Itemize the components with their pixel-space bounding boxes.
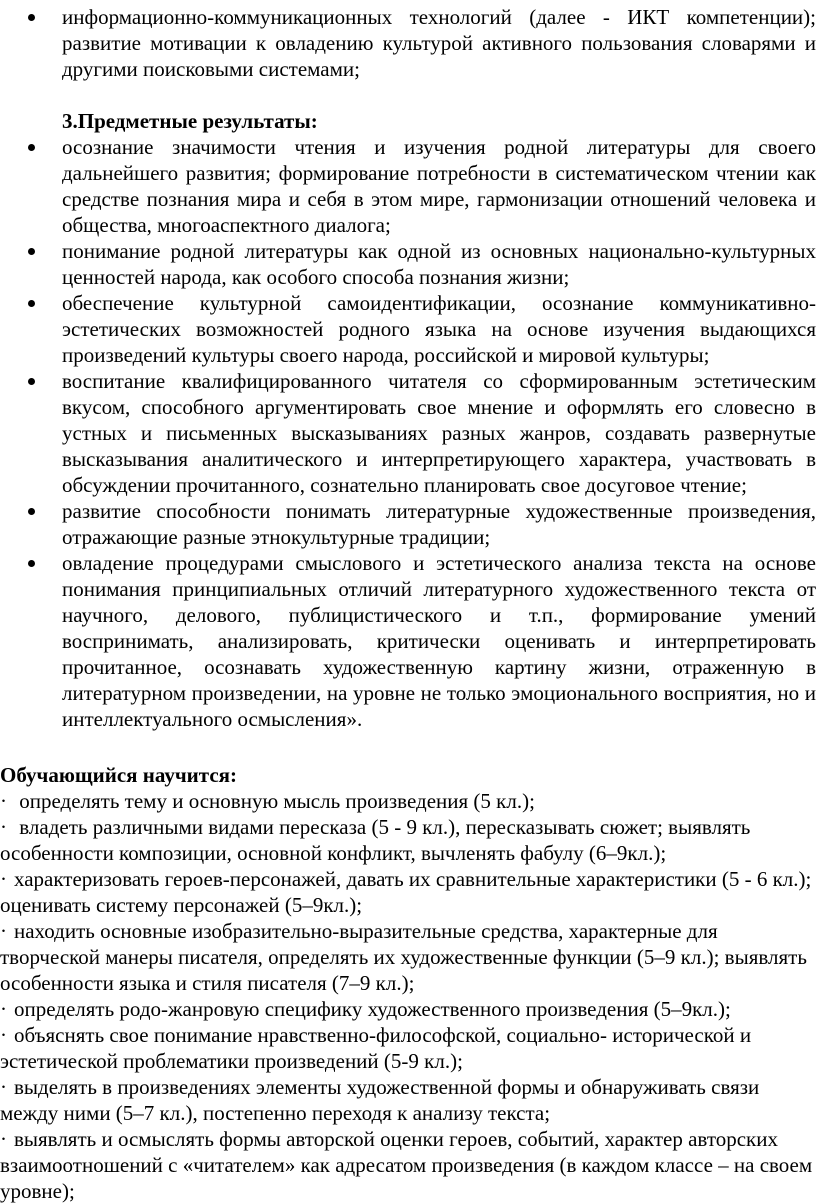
bullet-icon [28,560,35,567]
list-item [0,290,816,368]
bullet-mark: · [0,789,7,813]
skill-item [0,788,816,814]
skill-text: выделять в произведениях элементы художественной формы и обнаруживать связи между ними (5–7 кл.), постепенно переходя к анализу текста; [0,1075,760,1125]
bullet-icon [28,248,35,255]
bullet-mark: · [0,997,7,1021]
bullet-mark: · [0,919,7,943]
skill-text: характеризовать героев-персонажей, давать их сравнительные характеристики (5 - 6 кл.); оценивать систему персонажей (5–9кл.); [0,867,812,917]
skill-item [0,1022,816,1074]
skill-text: определять тему и основную мысль произведения (5 кл.); [14,789,535,813]
skill-item [0,1074,816,1126]
list-item-text: понимание родной литературы как одной из основных национально-культурных ценностей народа, как особого способа познания жизни; [62,239,816,289]
list-item [0,550,816,732]
skill-item [0,1126,816,1204]
section-heading: 3.Предметные результаты: [62,109,318,133]
list-item [0,4,816,82]
bullet-icon [28,144,35,151]
bullet-mark: · [0,867,7,891]
list-item [0,368,816,498]
skill-text: выявлять и осмыслять формы авторской оценки героев, событий, характер авторских взаимоотношений с «читателем» как адресатом произведения (в каждом классе – на своем уровне); [0,1127,813,1203]
skill-item [0,814,816,866]
skill-text: владеть различными видами пересказа (5 - 9 кл.), пересказывать сюжет; выявлять особенности композиции, основной конфликт, вычленять фабулу (6–9кл.); [0,815,751,865]
bullet-icon [28,14,35,21]
list-item [0,134,816,238]
skill-item [0,996,816,1022]
bullet-mark: · [0,1075,7,1099]
bullet-mark: · [0,1127,7,1151]
skill-item [0,918,816,996]
bullet-mark: · [0,815,7,839]
list-item-text: осознание значимости чтения и изучения родной литературы для своего дальнейшего развития; формирование потребности в систематическом чтении как средстве познания мира и себя в этом мире, гармонизации отношений человека и общества, многоаспектного диалога; [62,135,816,237]
bullet-mark: · [0,1023,7,1047]
bullet-icon [28,300,35,307]
top-bullet-list [0,4,816,82]
subject-results-list [0,134,816,732]
skills-list [0,788,816,1204]
list-item [0,238,816,290]
list-item-text: развитие способности понимать литературные художественные произведения, отражающие разные этнокультурные традиции; [62,499,816,549]
list-item-text: овладение процедурами смыслового и эстетического анализа текста на основе понимания принципиальных отличий литературного художественного текста от научного, делового, публицистического и т.п., формирование умений воспринимать, анализировать, критически оценивать и интерпретировать прочитанное, осознавать художественную картину жизни, отраженную в литературном произведении, на уровне не только эмоционального восприятия, но и интеллектуального осмысления». [62,551,816,731]
bullet-icon [28,378,35,385]
skill-text: определять родо-жанровую специфику художественного произведения (5–9кл.); [14,997,731,1021]
list-item [0,498,816,550]
bullet-icon [28,508,35,515]
skill-text: находить основные изобразительно-выразительные средства, характерные для творческой манеры писателя, определять их художественные функции (5–9 кл.); выявлять особенности языка и стиля писателя (7–9 кл.); [0,919,807,995]
list-item-text: обеспечение культурной самоидентификации, осознание коммуникативно-эстетических возможностей родного языка на основе изучения выдающихся произведений культуры своего народа, российской и мировой культуры; [62,291,816,367]
skill-item [0,866,816,918]
learn-heading: Обучающийся научится: [0,763,238,787]
list-item-text: воспитание квалифицированного читателя со сформированным эстетическим вкусом, способного аргументировать свое мнение и оформлять его словесно в устных и письменных высказываниях разных жанров, создавать развернутые высказывания аналитического и интерпретирующего характера, участвовать в обсуждении прочитанного, сознательно планировать свое досуговое чтение; [62,369,816,497]
skill-text: объяснять свое понимание нравственно-философской, социально- исторической и эстетической проблематики произведений (5-9 кл.); [0,1023,752,1073]
list-item-text: информационно-коммуникационных технологий (далее - ИКТ компетенции); развитие мотивации к овладению культурой активного пользования словарями и другими поисковыми системами; [62,5,816,81]
